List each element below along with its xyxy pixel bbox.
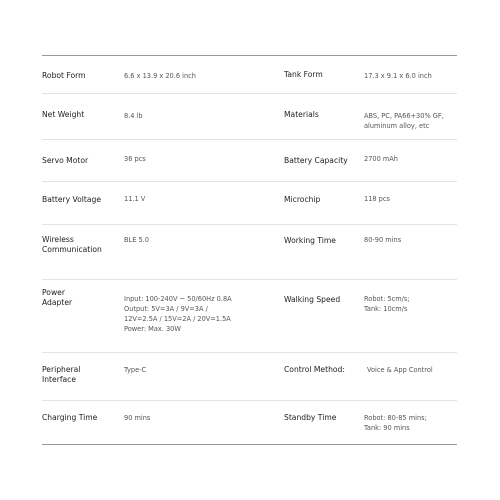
spec-label: Standby Time [284,413,337,422]
spec-value: BLE 5.0 [124,236,149,244]
spec-label: Battery Capacity [284,156,348,165]
spec-row [42,401,457,446]
spec-value: 118 pcs [364,195,390,203]
spec-value: Type-C [124,366,147,374]
spec-label: Walking Speed [284,295,341,304]
spec-label: Materials [284,110,319,119]
spec-value: Input: 100-240V ~ 50/60Hz 0.8A Output: 5V=3A / 9V=3A / 12V=2.5A / 15V=2A / 20V=1.5A Power: Max. 30W [124,295,232,333]
spec-value: 17.3 x 9.1 x 6.0 inch [364,72,432,80]
spec-value: 8.4 lb [124,112,143,120]
spec-row [42,140,457,182]
spec-value: 11.1 V [124,195,146,203]
spec-label: Robot Form [42,71,86,80]
spec-value: 80-90 mins [364,236,402,244]
spec-value: 2700 mAh [364,155,398,163]
spec-label: Microchip [284,195,321,204]
spec-label: Power Adapter [42,288,73,307]
spec-row [42,353,457,401]
spec-row [42,280,457,353]
spec-label: Control Method: [284,365,345,374]
spec-row [42,225,457,280]
spec-value: ABS, PC, PA66+30% GF, aluminum alloy, etc [364,112,444,130]
spec-label: Wireless Communication [42,235,102,254]
spec-table [42,55,457,445]
spec-row [42,94,457,140]
spec-label: Battery Voltage [42,195,102,204]
spec-label: Net Weight [42,110,85,119]
spec-value: 90 mins [124,414,151,422]
spec-value: Robot: 80-85 mins; Tank: 90 mins [364,414,427,432]
spec-value: 6.6 x 13.9 x 20.6 inch [124,72,196,80]
spec-row [42,56,457,94]
spec-value: Voice & App Control [367,366,433,374]
spec-value: Robot: 5cm/s; Tank: 10cm/s [364,295,410,313]
spec-label: Charging Time [42,413,98,422]
spec-label: Peripheral Interface [42,365,81,384]
spec-value: 36 pcs [124,155,146,163]
spec-label: Working Time [284,236,336,245]
spec-label: Servo Motor [42,156,89,165]
spec-row [42,182,457,225]
spec-label: Tank Form [284,70,323,79]
